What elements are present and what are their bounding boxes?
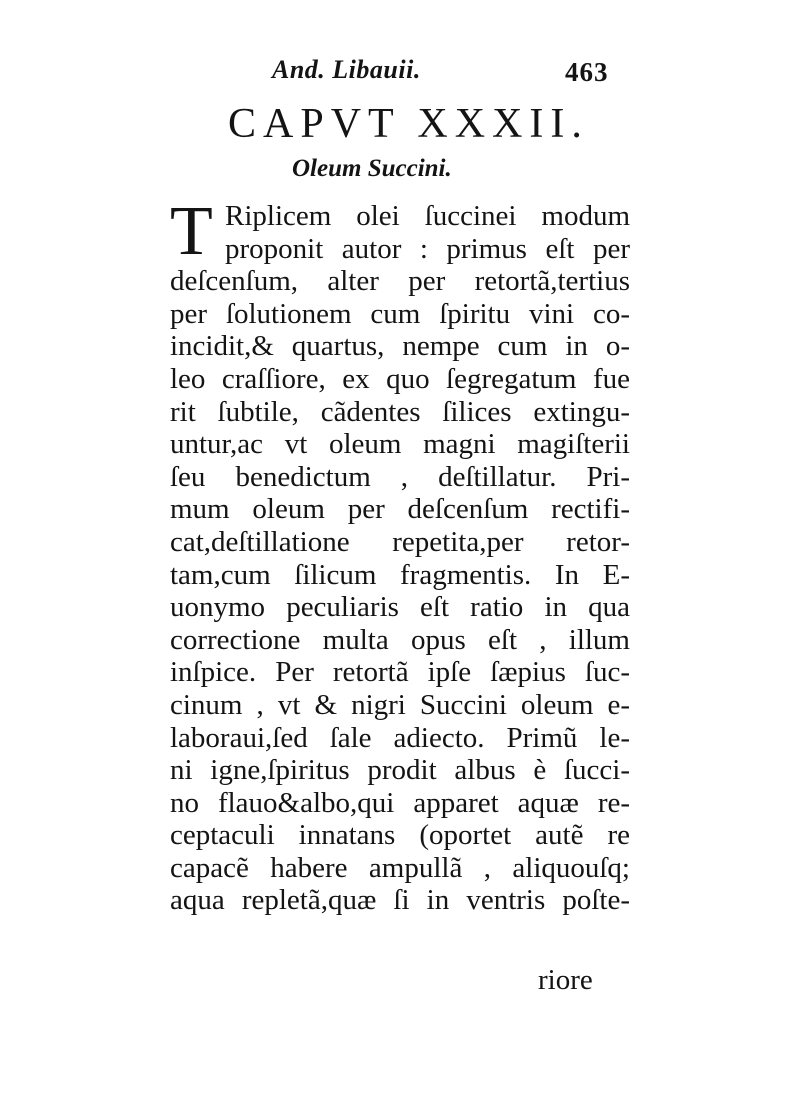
text-line-16: cinum , vt & nigri Succini oleum e- [170,688,630,721]
text-line-1: Riplicem olei ſuccinei modum [225,200,630,232]
text-line-6: leo craſſiore, ex quo ſegregatum fue [170,362,630,395]
text-line-22: aqua repletã,quæ ſi in ventris poſte- [170,884,630,917]
text-line-11: cat,deſtillatione repetita,per retor- [170,525,630,558]
text-line-17: laboraui,ſed ſale adiecto. Primũ le- [170,721,630,754]
text-line-19: no flauo&albo,qui apparet aquæ re- [170,786,630,819]
text-line-15: inſpice. Per retortã ipſe ſæpius ſuc- [170,656,630,689]
text-line-20: ceptaculi innatans (oportet autẽ re [170,819,630,852]
page-number: 463 [565,57,609,87]
text-line-5: incidit,& quartus, nempe cum in o- [170,330,630,363]
chapter-heading: CAPVT XXXII. [228,101,589,147]
body-text [170,193,630,917]
text-line-2: proponit autor : primus eſt per [225,232,630,265]
running-head [272,55,622,91]
text-line-18: ni igne,ſpiritus prodit albus è ſucci- [170,754,630,787]
text-line-8: untur,ac vt oleum magni magiſterii [170,428,630,461]
text-line-14: correctione multa opus eſt , illum [170,623,630,656]
text-line-9: ſeu benedictum , deſtillatur. Pri- [170,460,630,493]
text-line-13: uonymo peculiaris eſt ratio in qua [170,591,630,624]
text-line-7: rit ſubtile, cãdentes ſilices extingu- [170,395,630,428]
text-line-3: deſcenſum, alter per retortã,tertius [170,265,630,298]
text-line-10: mum oleum per deſcenſum rectifi- [170,493,630,526]
chapter-subtitle: Oleum Succini. [292,155,452,182]
running-title: And. Libauii. [272,55,421,84]
text-line-4: per ſolutionem cum ſpiritu vini co- [170,297,630,330]
text-line-12: tam,cum ſilicum fragmentis. In E- [170,558,630,591]
drop-cap: T [170,193,213,270]
catchword: riore [538,964,593,996]
text-line-21: capacẽ habere ampullã , aliquouſq; [170,851,630,884]
